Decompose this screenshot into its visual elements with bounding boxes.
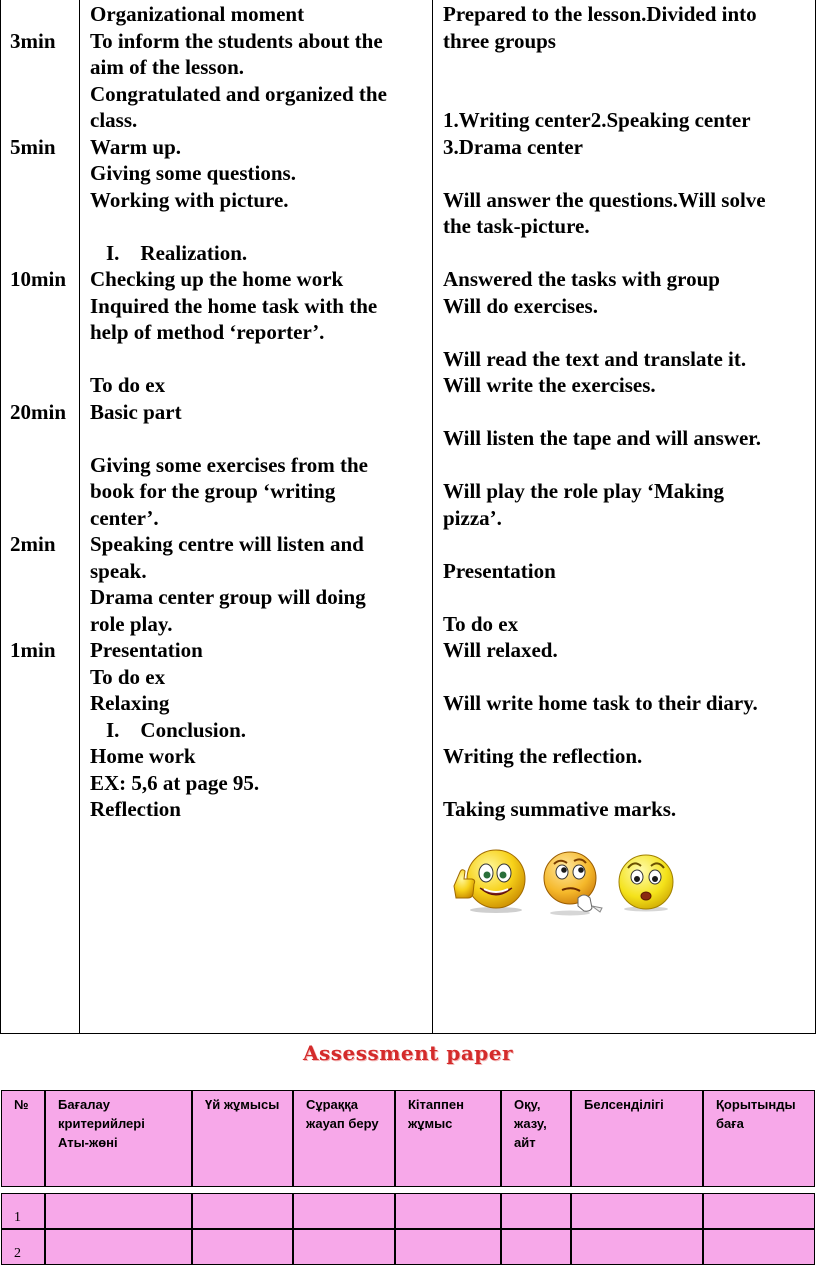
- teacher-activity-line: Reflection: [90, 797, 181, 821]
- teacher-activity-line: Giving some exercises from the: [90, 453, 368, 477]
- student-activity-line: the task-picture.: [443, 214, 590, 238]
- student-activity-line: pizza’.: [443, 506, 502, 530]
- table-border-bottom: [0, 1033, 816, 1034]
- teacher-activity-line: help of method ‘reporter’.: [90, 320, 325, 344]
- teacher-activity-line: center’.: [90, 506, 159, 530]
- header-cell-reading: Оқу, жазу, айт: [501, 1090, 571, 1187]
- teacher-activity-line: role play.: [90, 612, 173, 636]
- table-cell: [571, 1229, 703, 1265]
- table-cell: [45, 1193, 192, 1229]
- header-cell-activity: Белсенділігі: [571, 1090, 703, 1187]
- table-cell: [192, 1229, 293, 1265]
- student-activity-line: Will listen the tape and will answer.: [443, 426, 761, 450]
- table-cell: [293, 1229, 395, 1265]
- table-cell: [45, 1229, 192, 1265]
- teacher-activity-line: Presentation: [90, 638, 203, 662]
- table-border-left: [0, 0, 1, 1034]
- thumbs-up-smiley-icon: [446, 846, 528, 914]
- header-cell-number: №: [1, 1090, 45, 1187]
- table-cell: [192, 1193, 293, 1229]
- student-activity-line: Will write the exercises.: [443, 373, 656, 397]
- header-cell-criteria: Бағалау критерийлері Аты-жөні: [45, 1090, 192, 1187]
- column-divider-2: [432, 0, 433, 1034]
- time-cell: 1min: [10, 638, 56, 662]
- teacher-activity-line: book for the group ‘writing: [90, 479, 336, 503]
- section-heading: I. Conclusion.: [106, 718, 247, 742]
- row-number: 1: [1, 1193, 45, 1229]
- time-cell: 2min: [10, 532, 56, 556]
- teacher-activity-line: Drama center group will doing: [90, 585, 366, 609]
- student-activity-line: Will play the role play ‘Making: [443, 479, 724, 503]
- teacher-activity-line: class.: [90, 108, 138, 132]
- student-activity-line: To do ex: [443, 612, 519, 636]
- student-activity-line: Writing the reflection.: [443, 744, 643, 768]
- time-cell: 10min: [10, 267, 67, 291]
- teacher-activity-line: EX: 5,6 at page 95.: [90, 771, 260, 795]
- student-activity-line: Taking summative marks.: [443, 797, 677, 821]
- worried-smiley-icon: [614, 852, 678, 912]
- thinking-smiley-icon: [540, 848, 606, 916]
- student-activity-line: Presentation: [443, 559, 556, 583]
- table-cell: [293, 1193, 395, 1229]
- teacher-activity-line: Checking up the home work: [90, 267, 344, 291]
- teacher-activity-line: Inquired the home task with the: [90, 294, 378, 318]
- student-activity-line: Answered the tasks with group: [443, 267, 720, 291]
- student-activity-line: Will do exercises.: [443, 294, 598, 318]
- student-activity-line: three groups: [443, 29, 556, 53]
- student-activity-line: Will relaxed.: [443, 638, 558, 662]
- student-activity-line: 3.Drama center: [443, 135, 583, 159]
- teacher-activity-line: speak.: [90, 559, 147, 583]
- teacher-activity-line: To do ex: [90, 373, 166, 397]
- teacher-activity-line: Organizational moment: [90, 2, 305, 26]
- table-cell: [501, 1193, 571, 1229]
- table-cell: [501, 1229, 571, 1265]
- student-activity-line: Will read the text and translate it.: [443, 347, 747, 371]
- header-cell-bookwork: Кітаппен жұмыс: [395, 1090, 501, 1187]
- student-activity-line: 1.Writing center2.Speaking center: [443, 108, 751, 132]
- student-activity-line: Will answer the questions.Will solve: [443, 188, 766, 212]
- teacher-activity-line: To inform the students about the: [90, 29, 383, 53]
- table-cell: [703, 1193, 815, 1229]
- table-cell: [571, 1193, 703, 1229]
- student-activity-line: Will write home task to their diary.: [443, 691, 758, 715]
- teacher-activity-line: Speaking centre will listen and: [90, 532, 364, 556]
- student-activity-line: Prepared to the lesson.Divided into: [443, 2, 757, 26]
- table-cell: [395, 1193, 501, 1229]
- teacher-activity-line: Congratulated and organized the: [90, 82, 387, 106]
- assessment-table: [0, 1087, 816, 1270]
- section-heading: I. Realization.: [106, 241, 248, 265]
- header-cell-homework: Үй жұмысы: [192, 1090, 293, 1187]
- teacher-activity-line: Relaxing: [90, 691, 170, 715]
- teacher-activity-line: To do ex: [90, 665, 166, 689]
- teacher-activity-line: aim of the lesson.: [90, 55, 244, 79]
- time-cell: 3min: [10, 29, 56, 53]
- teacher-activity-line: Giving some questions.: [90, 161, 296, 185]
- teacher-activity-line: Basic part: [90, 400, 182, 424]
- time-cell: 5min: [10, 135, 56, 159]
- header-cell-answer: Сұраққа жауап беру: [293, 1090, 395, 1187]
- teacher-activity-line: Warm up.: [90, 135, 182, 159]
- header-cell-final: Қорытынды баға: [703, 1090, 815, 1187]
- teacher-activity-line: Home work: [90, 744, 196, 768]
- table-cell: [703, 1229, 815, 1265]
- column-divider-1: [79, 0, 80, 1034]
- row-number: 2: [1, 1229, 45, 1265]
- table-cell: [395, 1229, 501, 1265]
- time-cell: 20min: [10, 400, 67, 424]
- assessment-title: Assessment paper: [302, 1041, 514, 1065]
- teacher-activity-line: Working with picture.: [90, 188, 289, 212]
